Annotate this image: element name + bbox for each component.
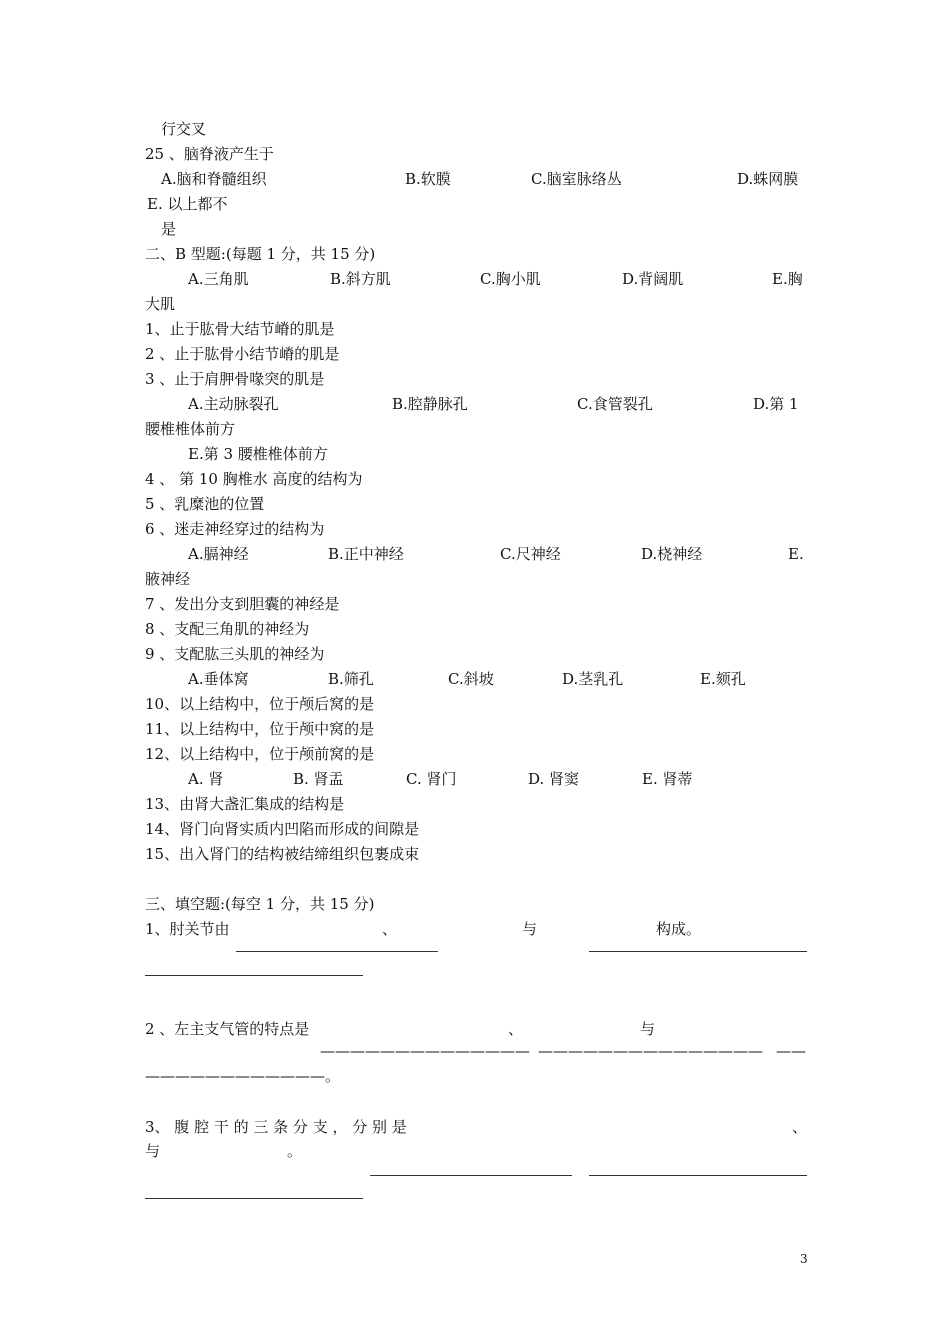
page-number: 3 bbox=[800, 1252, 808, 1266]
fill-text: 构成。 bbox=[656, 920, 702, 938]
option: B.正中神经 bbox=[328, 545, 404, 563]
option: D.茎乳孔 bbox=[562, 670, 624, 688]
option: D.第 1 bbox=[753, 395, 799, 413]
blank-line bbox=[370, 1175, 572, 1176]
fill-separator: 、 bbox=[382, 920, 398, 938]
option: C.胸小肌 bbox=[480, 270, 541, 288]
question: 12、以上结构中，位于颅前窝的是 bbox=[145, 745, 375, 763]
question: 3 、止于肩胛骨喙突的肌是 bbox=[145, 370, 325, 388]
section-3-title: 三、填空题:(每空 1 分，共 15 分) bbox=[145, 895, 375, 913]
option: E. 肾蒂 bbox=[642, 770, 693, 788]
question: 4 、 第 10 胸椎水 高度的结构为 bbox=[145, 470, 363, 488]
blank-line bbox=[236, 951, 438, 952]
question: 14、肾门向肾实质内凹陷而形成的间隙是 bbox=[145, 820, 420, 838]
fill-separator: 与 bbox=[145, 1142, 161, 1160]
option: A.膈神经 bbox=[188, 545, 249, 563]
text-line: 是 bbox=[161, 220, 177, 238]
question: 13、由肾大盏汇集成的结构是 bbox=[145, 795, 345, 813]
option: D.桡神经 bbox=[641, 545, 703, 563]
text-line: 行交叉 bbox=[161, 120, 207, 138]
option: C.尺神经 bbox=[500, 545, 561, 563]
option: D. 肾窦 bbox=[528, 770, 580, 788]
option: E.颏孔 bbox=[700, 670, 746, 688]
option: A.三角肌 bbox=[188, 270, 249, 288]
question: 11、以上结构中，位于颅中窝的是 bbox=[145, 720, 375, 738]
option: D.蛛网膜 bbox=[737, 170, 799, 188]
fill-separator: 与 bbox=[640, 1020, 656, 1038]
option: 大肌 bbox=[145, 295, 176, 313]
question: 10、以上结构中，位于颅后窝的是 bbox=[145, 695, 375, 713]
fill-question-2: 2 、左主支气管的特点是 bbox=[145, 1020, 310, 1038]
option: A. 肾 bbox=[188, 770, 224, 788]
option: E.胸 bbox=[772, 270, 803, 288]
blank-line bbox=[145, 975, 363, 976]
question: 7 、发出分支到胆囊的神经是 bbox=[145, 595, 340, 613]
fill-question-1: 1、肘关节由 bbox=[145, 920, 230, 938]
option: B. 肾盂 bbox=[293, 770, 344, 788]
option: C.斜坡 bbox=[448, 670, 494, 688]
fill-question-3: 3、 腹 腔 干 的 三 条 分 支 ， 分 别 是 bbox=[145, 1118, 407, 1136]
question: 2 、止于肱骨小结节嵴的肌是 bbox=[145, 345, 340, 363]
option: C. 肾门 bbox=[406, 770, 457, 788]
blank-dashes: ——————————————— bbox=[538, 1042, 763, 1060]
option: B.筛孔 bbox=[328, 670, 374, 688]
fill-text: 。 bbox=[287, 1142, 303, 1160]
question-25: 25 、脑脊液产生于 bbox=[145, 145, 274, 163]
blank-line bbox=[589, 1175, 807, 1176]
option: C.食管裂孔 bbox=[577, 395, 653, 413]
option: E. 以上都不 bbox=[147, 195, 228, 213]
question: 6 、迷走神经穿过的结构为 bbox=[145, 520, 325, 538]
question: 9 、支配肱三头肌的神经为 bbox=[145, 645, 325, 663]
option: A.垂体窝 bbox=[188, 670, 249, 688]
question: 1、止于肱骨大结节嵴的肌是 bbox=[145, 320, 335, 338]
fill-separator: 、 bbox=[508, 1020, 524, 1038]
option: B.腔静脉孔 bbox=[392, 395, 468, 413]
option: E. bbox=[788, 545, 804, 563]
option: A.脑和脊髓组织 bbox=[161, 170, 267, 188]
option: B.斜方肌 bbox=[330, 270, 391, 288]
option: C.脑室脉络丛 bbox=[531, 170, 622, 188]
fill-separator: 、 bbox=[792, 1118, 808, 1136]
fill-separator: 与 bbox=[522, 920, 538, 938]
section-2-title: 二、B 型题:(每题 1 分，共 15 分) bbox=[145, 245, 376, 263]
option: 腰椎椎体前方 bbox=[145, 420, 236, 438]
blank-line bbox=[145, 1198, 363, 1199]
blank-line bbox=[589, 951, 807, 952]
option: 腋神经 bbox=[145, 570, 191, 588]
question: 15、出入肾门的结构被结缔组织包裹成束 bbox=[145, 845, 420, 863]
blank-dashes: —————————————— bbox=[320, 1042, 530, 1060]
blank-dashes: ————————————。 bbox=[145, 1067, 341, 1085]
option: E.第 3 腰椎椎体前方 bbox=[188, 445, 328, 463]
option: B.软膜 bbox=[405, 170, 451, 188]
blank-dashes: —— bbox=[776, 1042, 806, 1060]
question: 5 、乳糜池的位置 bbox=[145, 495, 265, 513]
option: A.主动脉裂孔 bbox=[188, 395, 279, 413]
question: 8 、支配三角肌的神经为 bbox=[145, 620, 310, 638]
option: D.背阔肌 bbox=[622, 270, 684, 288]
